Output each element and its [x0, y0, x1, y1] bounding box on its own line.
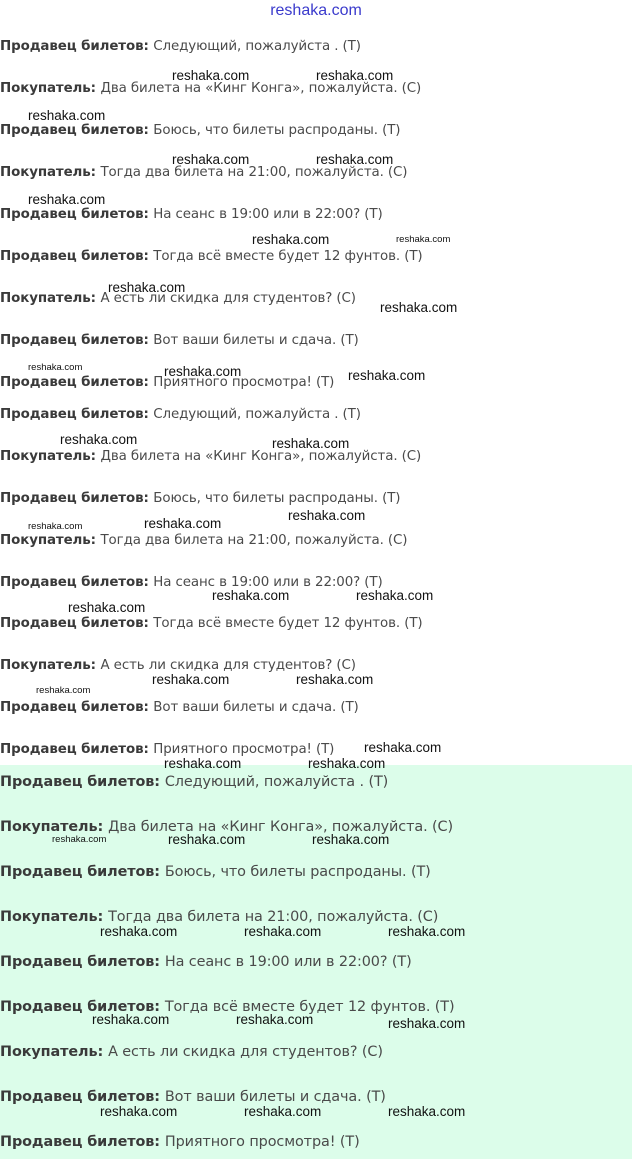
dialogue-line — [0, 700, 359, 715]
speaker-label: Продавец билетов: — [0, 333, 154, 348]
speaker-label: Покупатель: — [0, 81, 101, 96]
line-text: Вот ваши билеты и сдача. (T) — [153, 333, 359, 348]
watermark: reshaka.com — [100, 1104, 178, 1119]
watermark: reshaka.com — [100, 924, 178, 939]
line-text: Следующий, пожалуйста . (T) — [164, 774, 389, 790]
watermark: reshaka.com — [348, 368, 426, 383]
speaker-label: Покупатель: — [0, 658, 101, 673]
dialogue-line — [0, 491, 400, 506]
watermark: reshaka.com — [388, 1016, 466, 1031]
watermark: reshaka.com — [252, 232, 330, 247]
speaker-label: Продавец билетов: — [0, 1089, 165, 1105]
speaker-label: Продавец билетов: — [0, 1134, 165, 1150]
watermark: reshaka.com — [28, 108, 106, 123]
line-text: А есть ли скидка для студентов? (C) — [100, 291, 356, 306]
dialogue-line — [0, 774, 388, 790]
watermark: reshaka.com — [164, 364, 242, 379]
watermark: reshaka.com — [244, 924, 322, 939]
dialogue-line — [0, 954, 412, 970]
watermark: reshaka.com — [244, 1104, 322, 1119]
watermark: reshaka.com — [380, 300, 458, 315]
watermark: reshaka.com — [316, 152, 394, 167]
speaker-label: Продавец билетов: — [0, 774, 165, 790]
dialogue-line — [0, 165, 407, 180]
speaker-label: Продавец билетов: — [0, 207, 154, 222]
speaker-label: Продавец билетов: — [0, 249, 154, 264]
speaker-label: Продавец билетов: — [0, 39, 154, 54]
watermark: reshaka.com — [356, 588, 434, 603]
dialogue-line — [0, 81, 421, 96]
dialogue-line — [0, 407, 361, 422]
line-text: Боюсь, что билеты распроданы. (T) — [153, 123, 401, 138]
line-text: Вот ваши билеты и сдача. (T) — [164, 1089, 386, 1105]
line-text: Два билета на «Кинг Конга», пожалуйста. (C) — [100, 81, 422, 96]
line-text: На сеанс в 19:00 или в 22:00? (T) — [153, 207, 383, 222]
speaker-label: Продавец билетов: — [0, 407, 154, 422]
line-text: А есть ли скидка для студентов? (C) — [108, 1044, 383, 1060]
watermark: reshaka.com — [272, 436, 350, 451]
watermark: reshaka.com — [308, 756, 386, 771]
line-text: Тогда всё вместе будет 12 фунтов. (T) — [153, 616, 423, 631]
watermark: reshaka.com — [164, 756, 242, 771]
watermark: reshaka.com — [52, 834, 107, 845]
line-text: Два билета на «Кинг Конга», пожалуйста. (C) — [100, 449, 422, 464]
watermark: reshaka.com — [92, 1012, 170, 1027]
site-header-link[interactable]: reshaka.com — [270, 2, 362, 19]
watermark: reshaka.com — [288, 508, 366, 523]
line-text: Тогда всё вместе будет 12 фунтов. (T) — [164, 999, 455, 1015]
speaker-label: Продавец билетов: — [0, 864, 165, 880]
watermark: reshaka.com — [108, 280, 186, 295]
speaker-label: Покупатель: — [0, 291, 101, 306]
speaker-label: Продавец билетов: — [0, 123, 154, 138]
line-text: А есть ли скидка для студентов? (C) — [100, 658, 356, 673]
line-text: На сеанс в 19:00 или в 22:00? (T) — [164, 954, 412, 970]
dialogue-line — [0, 616, 423, 631]
dialogue-line — [0, 999, 455, 1015]
line-text: Вот ваши билеты и сдача. (T) — [153, 700, 359, 715]
watermark: reshaka.com — [396, 234, 451, 245]
dialogue-line — [0, 1089, 386, 1105]
line-text: Тогда два билета на 21:00, пожалуйста. (C) — [108, 909, 439, 925]
dialogue-line — [0, 658, 356, 673]
speaker-label: Продавец билетов: — [0, 999, 165, 1015]
line-text: На сеанс в 19:00 или в 22:00? (T) — [153, 575, 383, 590]
dialogue-line — [0, 1044, 383, 1060]
watermark: reshaka.com — [236, 1012, 314, 1027]
watermark: reshaka.com — [172, 68, 250, 83]
speaker-label: Продавец билетов: — [0, 575, 154, 590]
dialogue-line — [0, 123, 400, 138]
watermark: reshaka.com — [364, 740, 442, 755]
speaker-label: Покупатель: — [0, 819, 109, 835]
speaker-label: Продавец билетов: — [0, 954, 165, 970]
dialogue-line — [0, 249, 423, 264]
speaker-label: Продавец билетов: — [0, 616, 154, 631]
dialogue-line — [0, 742, 334, 757]
watermark: reshaka.com — [388, 1104, 466, 1119]
watermark: reshaka.com — [152, 672, 230, 687]
dialogue-line — [0, 533, 407, 548]
watermark: reshaka.com — [212, 588, 290, 603]
speaker-label: Покупатель: — [0, 449, 101, 464]
watermark: reshaka.com — [68, 600, 146, 615]
watermark: reshaka.com — [312, 832, 390, 847]
speaker-label: Продавец билетов: — [0, 375, 154, 390]
line-text: Боюсь, что билеты распроданы. (T) — [164, 864, 431, 880]
watermark: reshaka.com — [28, 192, 106, 207]
speaker-label: Покупатель: — [0, 165, 101, 180]
dialogue-line — [0, 575, 383, 590]
watermark: reshaka.com — [144, 516, 222, 531]
watermark: reshaka.com — [296, 672, 374, 687]
speaker-label: Покупатель: — [0, 909, 109, 925]
line-text: Тогда два билета на 21:00, пожалуйста. (C) — [100, 165, 408, 180]
dialogue-line — [0, 39, 361, 54]
speaker-label: Покупатель: — [0, 1044, 109, 1060]
line-text: Приятного просмотра! (T) — [153, 375, 335, 390]
line-text: Следующий, пожалуйста . (T) — [153, 39, 361, 54]
line-text: Боюсь, что билеты распроданы. (T) — [153, 491, 401, 506]
dialogue-line — [0, 909, 438, 925]
watermark: reshaka.com — [168, 832, 246, 847]
line-text: Тогда два билета на 21:00, пожалуйста. (C) — [100, 533, 408, 548]
speaker-label: Продавец билетов: — [0, 700, 154, 715]
watermark: reshaka.com — [172, 152, 250, 167]
watermark: reshaka.com — [316, 68, 394, 83]
line-text: Тогда всё вместе будет 12 фунтов. (T) — [153, 249, 423, 264]
line-text: Приятного просмотра! (T) — [153, 742, 335, 757]
speaker-label: Продавец билетов: — [0, 491, 154, 506]
watermark: reshaka.com — [28, 362, 83, 373]
watermark: reshaka.com — [28, 521, 83, 532]
dialogue-line — [0, 333, 359, 348]
speaker-label: Продавец билетов: — [0, 742, 154, 757]
dialogue-line — [0, 1134, 360, 1150]
watermark: reshaka.com — [388, 924, 466, 939]
line-text: Приятного просмотра! (T) — [164, 1134, 360, 1150]
watermark: reshaka.com — [60, 432, 138, 447]
dialogue-line — [0, 449, 421, 464]
dialogue-line — [0, 864, 431, 880]
watermark: reshaka.com — [36, 685, 91, 696]
line-text: Следующий, пожалуйста . (T) — [153, 407, 361, 422]
speaker-label: Покупатель: — [0, 533, 101, 548]
dialogue-line — [0, 207, 383, 222]
line-text: Два билета на «Кинг Конга», пожалуйста. (C) — [108, 819, 454, 835]
